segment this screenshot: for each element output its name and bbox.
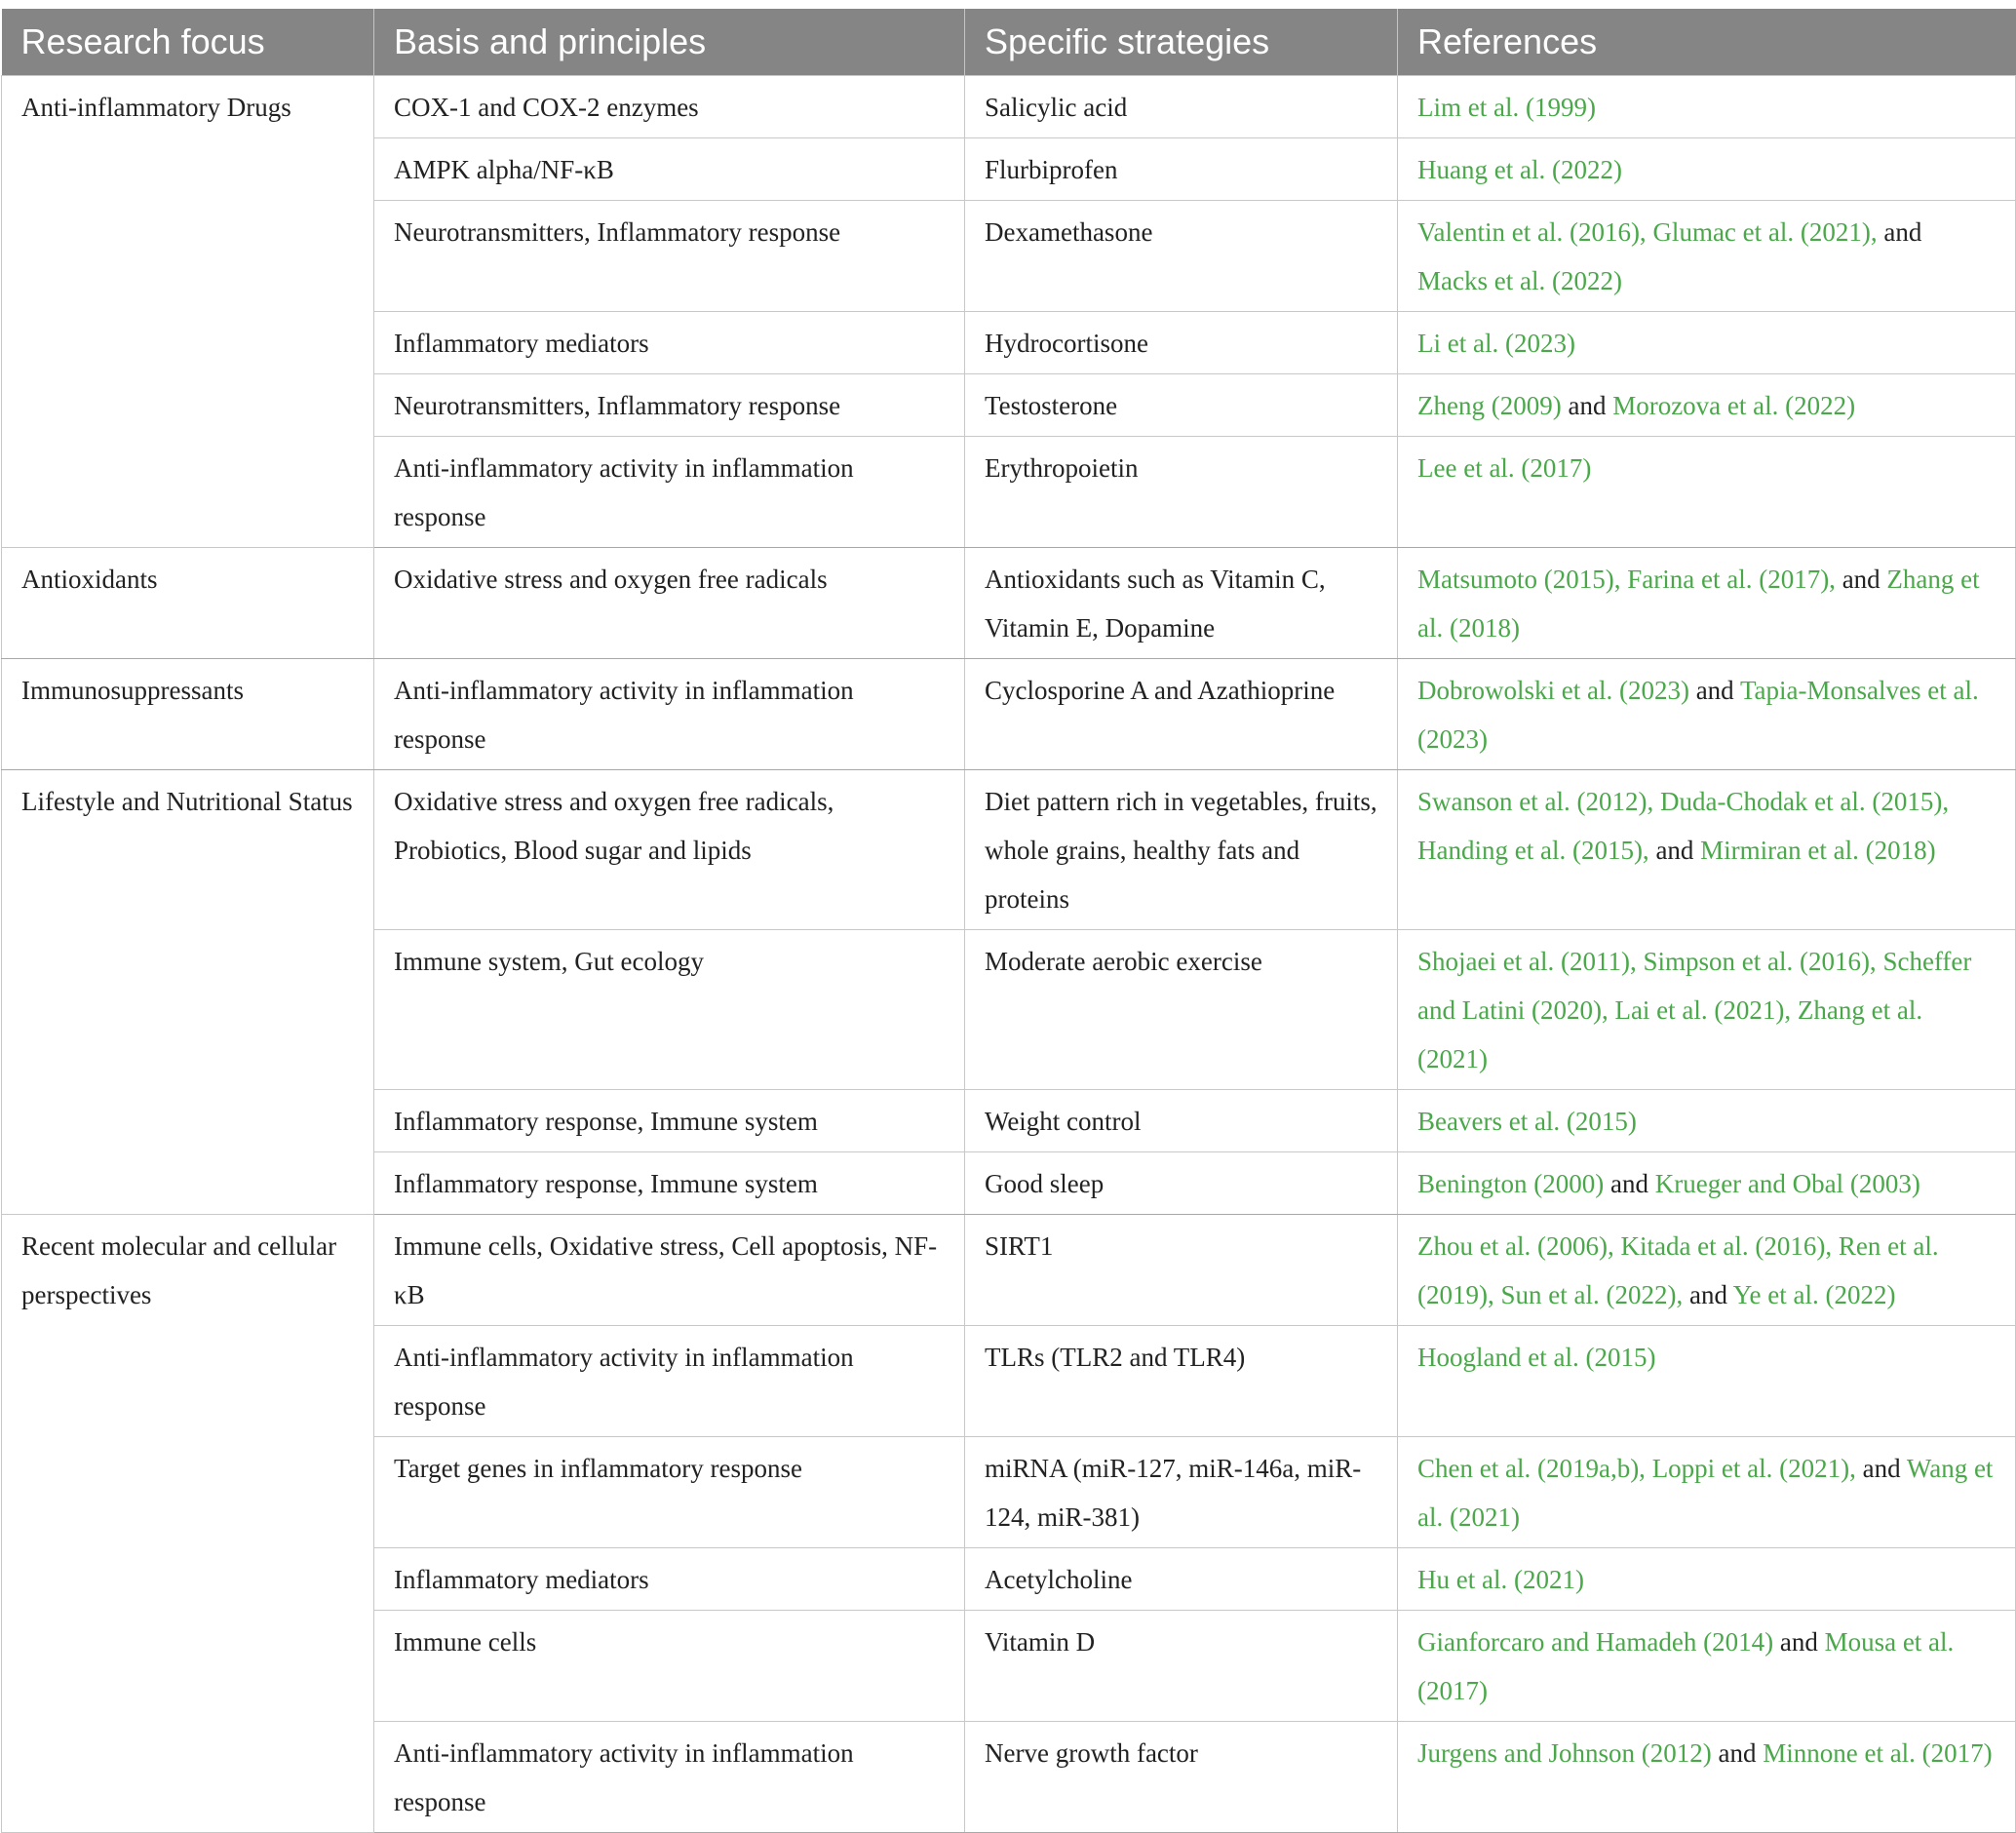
strategy-cell: Moderate aerobic exercise	[965, 930, 1398, 1090]
basis-cell: Target genes in inflammatory response	[374, 1437, 965, 1548]
strategy-cell: Cyclosporine A and Azathioprine	[965, 659, 1398, 770]
strategy-cell: Testosterone	[965, 374, 1398, 437]
references-cell	[1398, 76, 2016, 138]
strategy-cell: Hydrocortisone	[965, 312, 1398, 374]
references-cell	[1398, 770, 2016, 930]
reference-conjunction: and	[1835, 565, 1887, 594]
strategies-table-container	[1, 9, 2015, 1833]
basis-cell: Anti-inflammatory activity in inflammation response	[374, 1326, 965, 1437]
strategy-cell: TLRs (TLR2 and TLR4)	[965, 1326, 1398, 1437]
research-focus-cell: Anti-inflammatory Drugs	[2, 76, 374, 548]
reference-link[interactable]: Li et al. (2023)	[1417, 329, 1575, 358]
reference-link[interactable]: Zheng (2009)	[1417, 391, 1562, 420]
references-cell	[1398, 1437, 2016, 1548]
references-cell	[1398, 312, 2016, 374]
reference-link[interactable]: Ren et al. (2019),	[1417, 1231, 1939, 1309]
reference-link[interactable]: Shojaei et al. (2011),	[1417, 947, 1644, 976]
strategy-cell: Diet pattern rich in vegetables, fruits, whole grains, healthy fats and proteins	[965, 770, 1398, 930]
reference-link[interactable]: Macks et al. (2022)	[1417, 266, 1622, 295]
reference-conjunction: and	[1711, 1738, 1764, 1768]
reference-link[interactable]: Wang et al. (2021)	[1417, 1454, 1994, 1532]
basis-cell: Immune system, Gut ecology	[374, 930, 965, 1090]
reference-link[interactable]: Dobrowolski et al. (2023)	[1417, 676, 1689, 705]
basis-cell: COX-1 and COX-2 enzymes	[374, 76, 965, 138]
basis-cell: Neurotransmitters, Inflammatory response	[374, 201, 965, 312]
reference-link[interactable]: Krueger and Obal (2003)	[1654, 1169, 1920, 1198]
basis-cell: Immune cells, Oxidative stress, Cell apoptosis, NF-κB	[374, 1215, 965, 1326]
reference-link[interactable]: Zhang et al. (2018)	[1417, 565, 1980, 643]
references-cell	[1398, 1152, 2016, 1215]
reference-conjunction: and	[1604, 1169, 1655, 1198]
references-cell	[1398, 138, 2016, 201]
basis-cell: Oxidative stress and oxygen free radicals, Probiotics, Blood sugar and lipids	[374, 770, 965, 930]
reference-conjunction: and	[1877, 217, 1922, 247]
table-row	[2, 659, 2016, 770]
basis-cell: Anti-inflammatory activity in inflammation response	[374, 437, 965, 548]
reference-link[interactable]: Sun et al. (2022),	[1500, 1280, 1684, 1309]
references-cell	[1398, 930, 2016, 1090]
reference-link[interactable]: Chen et al. (2019a,b),	[1417, 1454, 1652, 1483]
references-cell	[1398, 374, 2016, 437]
strategy-cell: Flurbiprofen	[965, 138, 1398, 201]
strategy-cell: Acetylcholine	[965, 1548, 1398, 1611]
basis-cell: Oxidative stress and oxygen free radicals	[374, 548, 965, 659]
basis-cell: AMPK alpha/NF-κB	[374, 138, 965, 201]
table-row	[2, 770, 2016, 930]
reference-link[interactable]: Gianforcaro and Hamadeh (2014)	[1417, 1627, 1774, 1657]
reference-link[interactable]: Simpson et al. (2016),	[1643, 947, 1883, 976]
references-cell	[1398, 1215, 2016, 1326]
basis-cell: Inflammatory mediators	[374, 1548, 965, 1611]
reference-link[interactable]: Kitada et al. (2016),	[1620, 1231, 1839, 1261]
table-row	[2, 1215, 2016, 1326]
reference-conjunction: and	[1683, 1280, 1733, 1309]
reference-link[interactable]: Zhou et al. (2006),	[1417, 1231, 1621, 1261]
research-focus-cell: Antioxidants	[2, 548, 374, 659]
reference-link[interactable]: Ye et al. (2022)	[1732, 1280, 1896, 1309]
strategy-cell: Salicylic acid	[965, 76, 1398, 138]
strategy-cell: Vitamin D	[965, 1611, 1398, 1722]
reference-link[interactable]: Farina et al. (2017),	[1627, 565, 1836, 594]
references-cell	[1398, 1548, 2016, 1611]
reference-link[interactable]: Mirmiran et al. (2018)	[1700, 836, 1936, 865]
basis-cell: Inflammatory response, Immune system	[374, 1152, 965, 1215]
reference-link[interactable]: Huang et al. (2022)	[1417, 155, 1622, 184]
reference-link[interactable]: Hoogland et al. (2015)	[1417, 1343, 1656, 1372]
research-focus-cell: Lifestyle and Nutritional Status	[2, 770, 374, 1215]
references-cell	[1398, 1611, 2016, 1722]
reference-link[interactable]: Glumac et al. (2021),	[1652, 217, 1878, 247]
references-cell	[1398, 548, 2016, 659]
references-cell	[1398, 201, 2016, 312]
reference-link[interactable]: Zhang et al. (2021)	[1417, 995, 1923, 1073]
basis-cell: Inflammatory mediators	[374, 312, 965, 374]
research-focus-cell: Immunosuppressants	[2, 659, 374, 770]
header-specific-strategies: Specific strategies	[965, 9, 1398, 76]
reference-link[interactable]: Scheffer and Latini (2020),	[1417, 947, 1972, 1025]
strategy-cell: Antioxidants such as Vitamin C, Vitamin E, Dopamine	[965, 548, 1398, 659]
basis-cell: Anti-inflammatory activity in inflammation response	[374, 1722, 965, 1833]
table-row	[2, 76, 2016, 138]
references-cell	[1398, 1722, 2016, 1833]
reference-link[interactable]: Morozova et al. (2022)	[1612, 391, 1856, 420]
reference-conjunction: and	[1688, 676, 1740, 705]
reference-link[interactable]: Jurgens and Johnson (2012)	[1417, 1738, 1712, 1768]
references-cell	[1398, 1090, 2016, 1152]
strategy-cell: Erythropoietin	[965, 437, 1398, 548]
table-row	[2, 548, 2016, 659]
strategy-cell: Good sleep	[965, 1152, 1398, 1215]
basis-cell: Inflammatory response, Immune system	[374, 1090, 965, 1152]
reference-conjunction: and	[1648, 836, 1701, 865]
reference-link[interactable]: Duda-Chodak et al. (2015),	[1659, 787, 1950, 816]
strategy-cell: SIRT1	[965, 1215, 1398, 1326]
basis-cell: Immune cells	[374, 1611, 965, 1722]
reference-link[interactable]: Tapia-Monsalves et al. (2023)	[1417, 676, 1979, 754]
references-cell	[1398, 437, 2016, 548]
reference-link[interactable]: Benington (2000)	[1417, 1169, 1605, 1198]
reference-conjunction: and	[1855, 1454, 1907, 1483]
reference-link[interactable]: Beavers et al. (2015)	[1417, 1107, 1637, 1136]
strategies-table	[1, 9, 2016, 1833]
reference-link[interactable]: Swanson et al. (2012),	[1417, 787, 1660, 816]
reference-link[interactable]: Matsumoto (2015),	[1417, 565, 1628, 594]
strategy-cell: miRNA (miR-127, miR-146a, miR-124, miR-381)	[965, 1437, 1398, 1548]
reference-link[interactable]: Lai et al. (2021),	[1614, 995, 1798, 1025]
header-research-focus: Research focus	[2, 9, 374, 76]
basis-cell: Neurotransmitters, Inflammatory response	[374, 374, 965, 437]
reference-link[interactable]: Handing et al. (2015),	[1417, 836, 1649, 865]
reference-link[interactable]: Lee et al. (2017)	[1417, 453, 1592, 483]
table-header	[2, 9, 2016, 76]
reference-conjunction: and	[1773, 1627, 1825, 1657]
reference-link[interactable]: Mousa et al. (2017)	[1417, 1627, 1955, 1705]
references-cell	[1398, 1326, 2016, 1437]
basis-cell: Anti-inflammatory activity in inflammation response	[374, 659, 965, 770]
reference-link[interactable]: Lim et al. (1999)	[1417, 93, 1596, 122]
header-row	[2, 9, 2016, 76]
strategy-cell: Dexamethasone	[965, 201, 1398, 312]
reference-link[interactable]: Loppi et al. (2021),	[1651, 1454, 1856, 1483]
reference-link[interactable]: Hu et al. (2021)	[1417, 1565, 1584, 1594]
reference-conjunction: and	[1561, 391, 1613, 420]
reference-link[interactable]: Minnone et al. (2017)	[1763, 1738, 1993, 1768]
strategy-cell: Nerve growth factor	[965, 1722, 1398, 1833]
header-basis-principles: Basis and principles	[374, 9, 965, 76]
research-focus-cell: Recent molecular and cellular perspectives	[2, 1215, 374, 1833]
strategy-cell: Weight control	[965, 1090, 1398, 1152]
references-cell	[1398, 659, 2016, 770]
header-references: References	[1398, 9, 2016, 76]
table-body	[2, 76, 2016, 1833]
reference-link[interactable]: Valentin et al. (2016),	[1417, 217, 1653, 247]
